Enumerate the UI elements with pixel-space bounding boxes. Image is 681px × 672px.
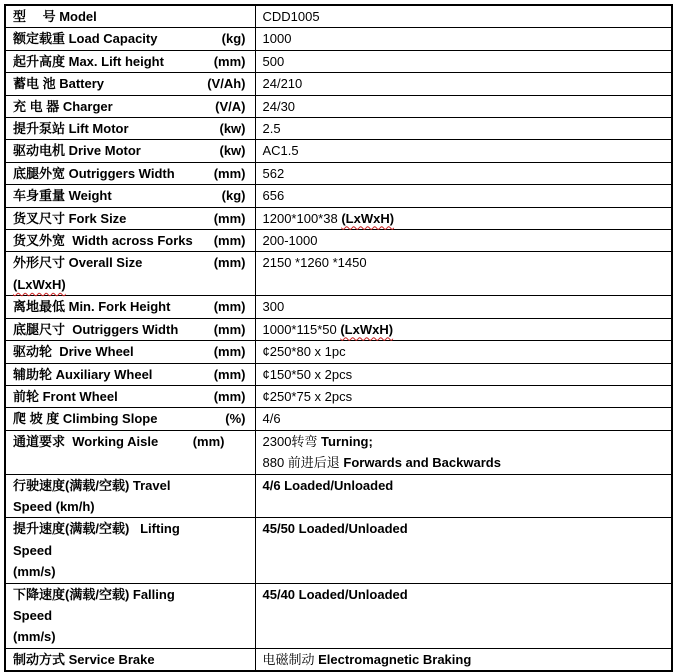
table-row [5,95,672,117]
spec-unit: (mm) [213,53,246,69]
text-segment: 4/6 [262,411,281,427]
table-row [5,140,672,162]
table-row [5,341,672,363]
text-segment: 货叉尺寸 Fork Size [13,210,127,226]
text-segment: 底腿外宽 Outriggers Width [13,165,175,181]
spec-label-cell [5,252,255,296]
spec-unit: (mm) [213,366,246,382]
spec-value-cell [255,474,672,518]
text-segment: CDD1005 [262,9,320,24]
spec-unit: (%) [225,411,246,427]
text-segment: 行驶速度(满载/空载) Travel Speed (km/h) [13,477,175,514]
text-segment: (LxWxH) [340,321,394,337]
spec-unit: (mm) [213,299,246,315]
spec-value-cell [255,185,672,207]
text-segment: 提升速度(满载/空载) Lifting Speed [13,521,184,558]
spec-label-cell [5,50,255,72]
text-segment: 爬 坡 度 Climbing Slope [13,411,158,427]
text-segment: 前轮 Front Wheel [13,388,118,404]
spec-unit: (kw) [219,143,246,159]
spec-unit: (kw) [219,121,246,137]
spec-value-cell [255,50,672,72]
text-segment: 1000 [262,31,292,47]
table-row [5,185,672,207]
spec-unit: (kg) [221,31,246,47]
text-segment: 外形尺寸 Overall Size [13,255,146,271]
text-segment: Forwards and Backwards [343,455,501,471]
text-segment: 离地最低 Min. Fork Height [13,299,171,315]
text-segment: 1200*100*38 [262,210,342,226]
spec-label-cell [5,95,255,117]
spec-value-cell [255,252,672,296]
text-segment: ¢250*75 x 2pcs [262,388,353,404]
spec-unit: (mm) [213,165,246,181]
spec-label-cell [5,140,255,162]
text-segment: (mm/s) [13,629,56,645]
table-row [5,430,672,474]
spec-label-cell [5,518,255,583]
spec-label-cell [5,648,255,671]
text-segment: 蓄电 池 Battery [13,76,105,92]
text-segment: 提升泵站 Lift Motor [13,121,129,137]
text-segment: 2150 *1260 *1450 [262,255,367,271]
text-segment: ¢150*50 x 2pcs [262,366,353,382]
spec-label-cell [5,28,255,50]
text-segment: 下降速度(满载/空载) Falling Speed [13,586,179,623]
text-segment: 45/50 Loaded/Unloaded [262,521,408,537]
text-segment: 4/6 Loaded/Unloaded [262,477,394,493]
spec-label-cell [5,430,255,474]
spec-unit: (V/A) [215,98,246,114]
spec-value-cell [255,341,672,363]
spec-value-cell [255,583,672,648]
spec-table-body [5,5,672,671]
spec-unit: (mm) [213,255,246,271]
table-row [5,162,672,184]
spec-unit: (mm) [213,210,246,226]
spec-label-cell [5,230,255,252]
spec-unit: (mm) [192,433,225,449]
spec-value-cell [255,385,672,407]
text-segment: Electromagnetic Braking [318,651,472,667]
spec-label-cell [5,118,255,140]
spec-label-cell [5,318,255,340]
spec-table [4,4,673,672]
text-segment: 24/210 [262,76,303,92]
table-row [5,648,672,671]
spec-unit: (mm) [213,321,246,337]
spec-value-cell [255,118,672,140]
table-row [5,408,672,430]
text-segment: AC1.5 [262,143,299,159]
text-segment: (mm/s) [13,564,56,580]
spec-value-cell [255,140,672,162]
text-segment: 制动方式 Service Brake [13,651,155,667]
text-segment: 辅助轮 Auxiliary Wheel [13,366,153,382]
text-segment: 562 [262,165,285,181]
table-row [5,118,672,140]
text-segment: 起升高度 Max. Lift height [13,53,164,69]
table-row [5,5,672,28]
spec-label-cell [5,5,255,28]
spec-value-cell [255,296,672,318]
table-row [5,73,672,95]
spec-label-cell [5,385,255,407]
text-segment: (LxWxH) [341,210,395,226]
spec-value-cell [255,28,672,50]
text-segment: 货叉外宽 Width across Forks [13,233,193,249]
spec-label-cell [5,363,255,385]
spec-label-cell [5,162,255,184]
spec-label-cell [5,296,255,318]
table-row [5,252,672,296]
table-row [5,474,672,518]
spec-value-cell [255,363,672,385]
text-segment: 车身重量 Weight [13,188,112,204]
text-segment: 底腿尺寸 Outriggers Width [13,321,179,337]
spec-unit: (kg) [221,188,246,204]
table-row [5,583,672,648]
spec-unit: (mm) [213,233,246,249]
text-segment: Turning; [321,433,373,449]
text-segment: 驱动轮 Drive Wheel [13,344,134,360]
spec-value-cell [255,5,672,28]
spec-label-cell [5,474,255,518]
text-segment: (LxWxH) [13,276,66,292]
text-segment: 型 号 Model [13,9,97,24]
spec-value-cell [255,95,672,117]
text-segment: 880 前进后退 [262,455,344,471]
text-segment: 300 [262,299,285,315]
table-row [5,28,672,50]
spec-label-cell [5,341,255,363]
text-segment: 2.5 [262,121,281,137]
text-segment: 500 [262,53,285,69]
text-segment: 1000*115*50 [262,321,341,337]
text-segment: 45/40 Loaded/Unloaded [262,586,408,602]
table-row [5,230,672,252]
text-segment: 通道要求 Working Aisle [13,433,159,449]
text-segment: 充 电 器 Charger [13,98,113,114]
text-segment: 656 [262,188,285,204]
text-segment: 24/30 [262,98,296,114]
table-row [5,296,672,318]
text-segment: ¢250*80 x 1pc [262,344,346,360]
spec-value-cell [255,162,672,184]
text-segment: 2300转弯 [262,433,322,449]
table-row [5,207,672,229]
spec-value-cell [255,430,672,474]
table-row [5,318,672,340]
spec-label-cell [5,185,255,207]
spec-label-cell [5,207,255,229]
table-row [5,50,672,72]
table-row [5,363,672,385]
spec-value-cell [255,318,672,340]
table-row [5,385,672,407]
text-segment: 电磁制动 [262,651,319,667]
spec-value-cell [255,408,672,430]
spec-unit: (V/Ah) [207,76,246,92]
spec-label-cell [5,73,255,95]
table-row [5,518,672,583]
spec-value-cell [255,230,672,252]
text-segment: 额定载重 Load Capacity [13,31,158,47]
text-segment: 驱动电机 Drive Motor [13,143,141,159]
spec-value-cell [255,648,672,671]
text-segment: 200-1000 [262,233,318,249]
spec-label-cell [5,583,255,648]
spec-value-cell [255,73,672,95]
spec-unit: (mm) [213,344,246,360]
spec-value-cell [255,207,672,229]
spec-value-cell [255,518,672,583]
spec-label-cell [5,408,255,430]
spec-unit: (mm) [213,388,246,404]
